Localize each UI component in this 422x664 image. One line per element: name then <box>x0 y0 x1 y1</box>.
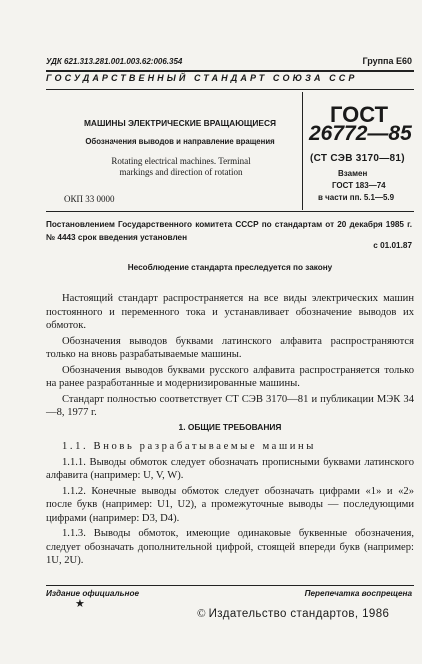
paragraph: Обозначения выводов буквами русского алфавита распространяется только на ранее разработанные и модернизированные машины. <box>46 364 414 389</box>
star-icon: ★ <box>75 598 85 610</box>
paragraph: Обозначения выводов буквами латинского алфавита распространяются только на вновь разрабатываемые машины. <box>46 335 414 360</box>
replaces-gost: ГОСТ 183—74 <box>332 181 386 190</box>
paragraph: Настоящий стандарт распространяется на все виды электрических машин постоянного и переменного тока и устанавливает обозначение выводов их обмоток. <box>46 293 414 331</box>
copyright-line <box>197 608 389 620</box>
reprint-notice: Перепечатка воспрещена <box>304 589 412 598</box>
replaces-part: в части пп. 5.1—5.9 <box>318 193 395 202</box>
copyright-icon: © <box>197 608 206 620</box>
standard-org: ГОСУДАРСТВЕННЫЙ СТАНДАРТ СОЮЗА ССР <box>46 73 358 83</box>
title-main: МАШИНЫ ЭЛЕКТРИЧЕСКИЕ ВРАЩАЮЩИЕСЯ <box>83 118 277 128</box>
paragraph: 1.1.3. Выводы обмоток, имеющие одинаковые буквенные обозначения, следует обозначать дополнительной цифрой, стоящей впереди букв (например: 1U, 2U). <box>46 528 414 566</box>
intro-text <box>46 292 414 420</box>
divider <box>46 211 414 212</box>
effective-date: с 01.01.87 <box>373 241 412 250</box>
divider <box>46 585 414 586</box>
divider <box>46 70 414 72</box>
paragraph: 1.1.1. Выводы обмоток следует обозначать прописными буквами латинского алфавита (например: U, V, W). <box>46 456 414 481</box>
okp-code: ОКП 33 0000 <box>64 194 115 204</box>
copyright-text: Издательство стандартов, 1986 <box>208 608 390 620</box>
divider <box>302 92 303 210</box>
gost-label: ГОСТ <box>330 102 389 127</box>
section-heading: 1. ОБЩИЕ ТРЕБОВАНИЯ <box>178 422 282 432</box>
official-edition: Издание официальное <box>46 589 139 598</box>
title-sub: Обозначения выводов и направление вращения <box>85 137 275 146</box>
st-sev-number: (СТ СЭВ 3170—81) <box>310 153 405 164</box>
paragraph: Стандарт полностью соответствует СТ СЭВ 3170—81 и публикации МЭК 34—8, 1977 г. <box>46 393 414 418</box>
gost-number: 26772—85 <box>309 122 412 145</box>
legal-warning: Несоблюдение стандарта преследуется по закону <box>127 263 333 272</box>
section-body <box>46 440 414 568</box>
divider <box>46 89 414 90</box>
paragraph: 1.1.2. Конечные выводы обмоток следует обозначать цифрами «1» и «2» после букв (например: U1, U2), а промежуточные выводы — последующими цифрами (например: D3, D4). <box>46 485 414 524</box>
title-en: Rotating electrical machines. Terminal markings and direction of rotation <box>111 156 251 177</box>
group-code: Группа Е60 <box>362 56 412 66</box>
replaces-label: Взамен <box>338 169 368 178</box>
decree-text: Постановлением Государственного комитета СССР по стандартам от 20 декабря 1985 г. № 4443 срок введения установлен <box>46 220 412 242</box>
subsection-heading: 1.1. Вновь разрабатываемые машины <box>62 441 316 452</box>
udk-code: УДК 621.313.281.001.003.62:006.354 <box>46 57 183 66</box>
